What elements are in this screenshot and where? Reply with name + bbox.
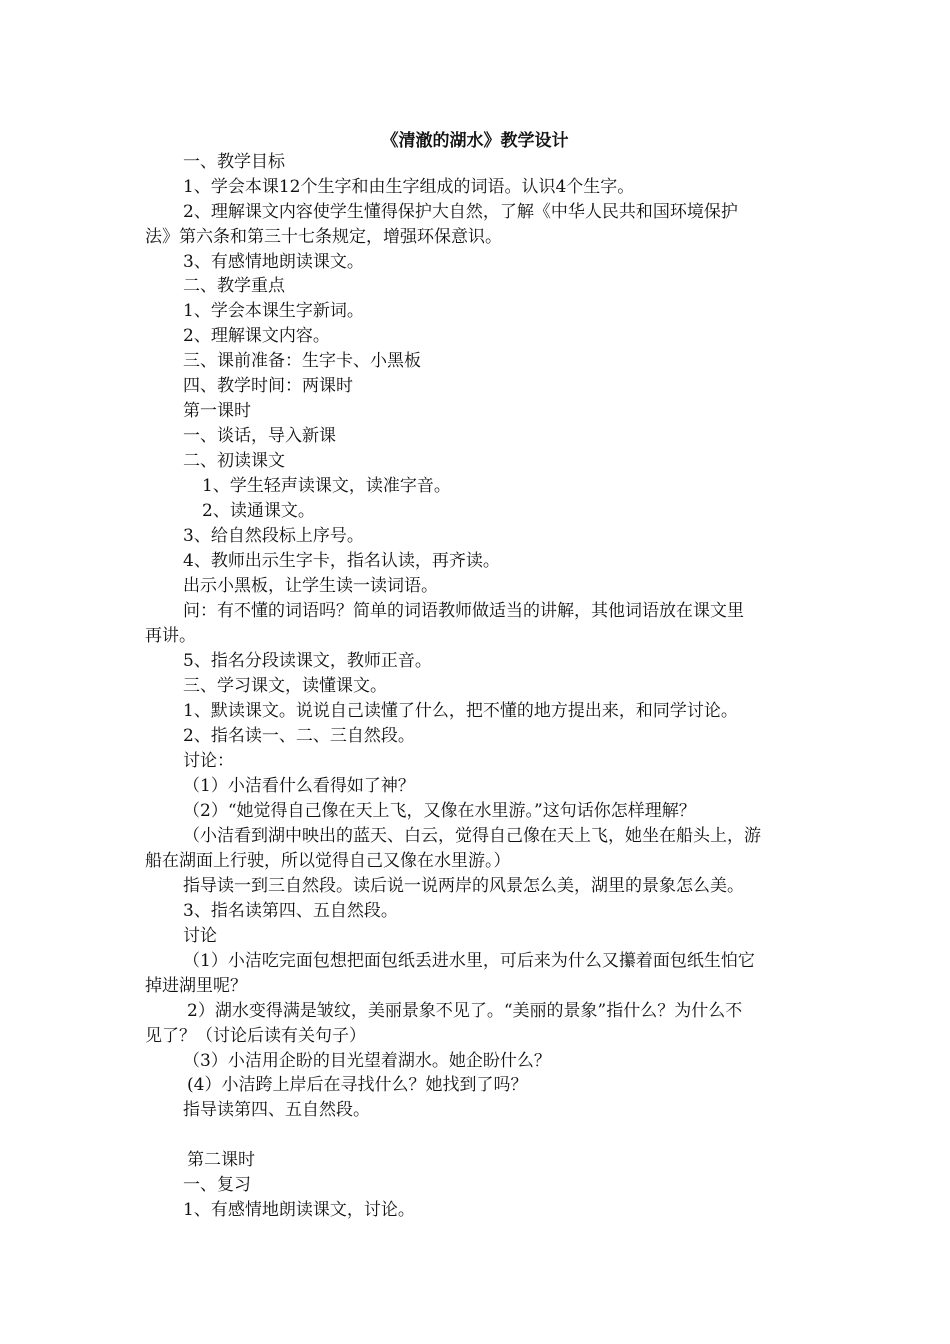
paragraph-line: 讨论： [183,751,234,771]
paragraph-line: 2、理解课文内容使学生懂得保护大自然，了解《中华人民共和国环境保护 [183,202,738,222]
paragraph-line: 2、指名读一、二、三自然段。 [183,726,415,746]
question-line: （2）“她觉得自己像在天上飞，又像在水里游。”这句话你怎样理解？ [183,801,696,821]
paragraph-line: 3、指名读第四、五自然段。 [183,901,398,921]
paragraph-line: 指导读第四、五自然段。 [183,1100,370,1120]
paragraph-line: 1、有感情地朗读课文，讨论。 [183,1200,415,1220]
paragraph-line: 3、给自然段标上序号。 [183,526,364,546]
paragraph-line: 问：有不懂的词语吗？简单的词语教师做适当的讲解，其他词语放在课文里 [183,601,744,621]
question-line: 2）湖水变得满是皱纹，美丽景象不见了。“美丽的景象”指什么？为什么不 [187,1001,743,1021]
paragraph-line: 船在湖面上行驶，所以觉得自己又像在水里游。） [145,851,511,871]
paragraph-line: 掉进湖里呢？ [145,976,247,996]
paragraph-line: 1、学会本课12个生字和由生字组成的词语。认识4个生字。 [183,177,635,197]
paragraph-line: 1、学生轻声读课文，读准字音。 [202,476,451,496]
section-heading: 一、教学目标 [183,152,285,172]
paragraph-line: 1、默读课文。说说自己读懂了什么，把不懂的地方提出来，和同学讨论。 [183,701,738,721]
lesson-heading: 第一课时 [183,401,251,421]
section-heading: 一、谈话，导入新课 [183,426,336,446]
paragraph-line: 2、理解课文内容。 [183,326,330,346]
paragraph-line: 法》第六条和第三十七条规定，增强环保意识。 [145,227,502,247]
question-line: （1）小洁看什么看得如了神？ [183,776,415,796]
paragraph-line: 3、有感情地朗读课文。 [183,252,364,272]
paragraph-line: 出示小黑板，让学生读一读词语。 [183,576,438,596]
paragraph-line: （小洁看到湖中映出的蓝天、白云，觉得自己像在天上飞，她坐在船头上，游 [183,826,761,846]
question-line: （1）小洁吃完面包想把面包纸丢进水里，可后来为什么又攥着面包纸生怕它 [183,951,755,971]
section-heading: 四、教学时间：两课时 [183,376,353,396]
section-heading: 二、教学重点 [183,276,285,296]
paragraph-line: 讨论 [183,926,217,946]
section-heading: 二、初读课文 [183,451,285,471]
section-heading: 三、学习课文，读懂课文。 [183,676,387,696]
paragraph-line: 4、教师出示生字卡，指名认读，再齐读。 [183,551,500,571]
paragraph-line: 2、读通课文。 [202,501,315,521]
paragraph-line: 见了？（讨论后读有关句子） [145,1026,366,1046]
lesson-heading: 第二课时 [187,1150,255,1170]
question-line: (4）小洁跨上岸后在寻找什么？她找到了吗？ [187,1075,528,1095]
paragraph-line: 指导读一到三自然段。读后说一说两岸的风景怎么美，湖里的景象怎么美。 [183,876,744,896]
question-line: （3）小洁用企盼的目光望着湖水。她企盼什么？ [183,1051,551,1071]
section-heading: 一、复习 [183,1175,251,1195]
section-heading: 三、课前准备：生字卡、小黑板 [183,351,421,371]
paragraph-line: 5、指名分段读课文，教师正音。 [183,651,432,671]
paragraph-line: 再讲。 [145,626,196,646]
paragraph-line: 1、学会本课生字新词。 [183,301,364,321]
document-title: 《清澈的湖水》教学设计 [381,131,569,151]
